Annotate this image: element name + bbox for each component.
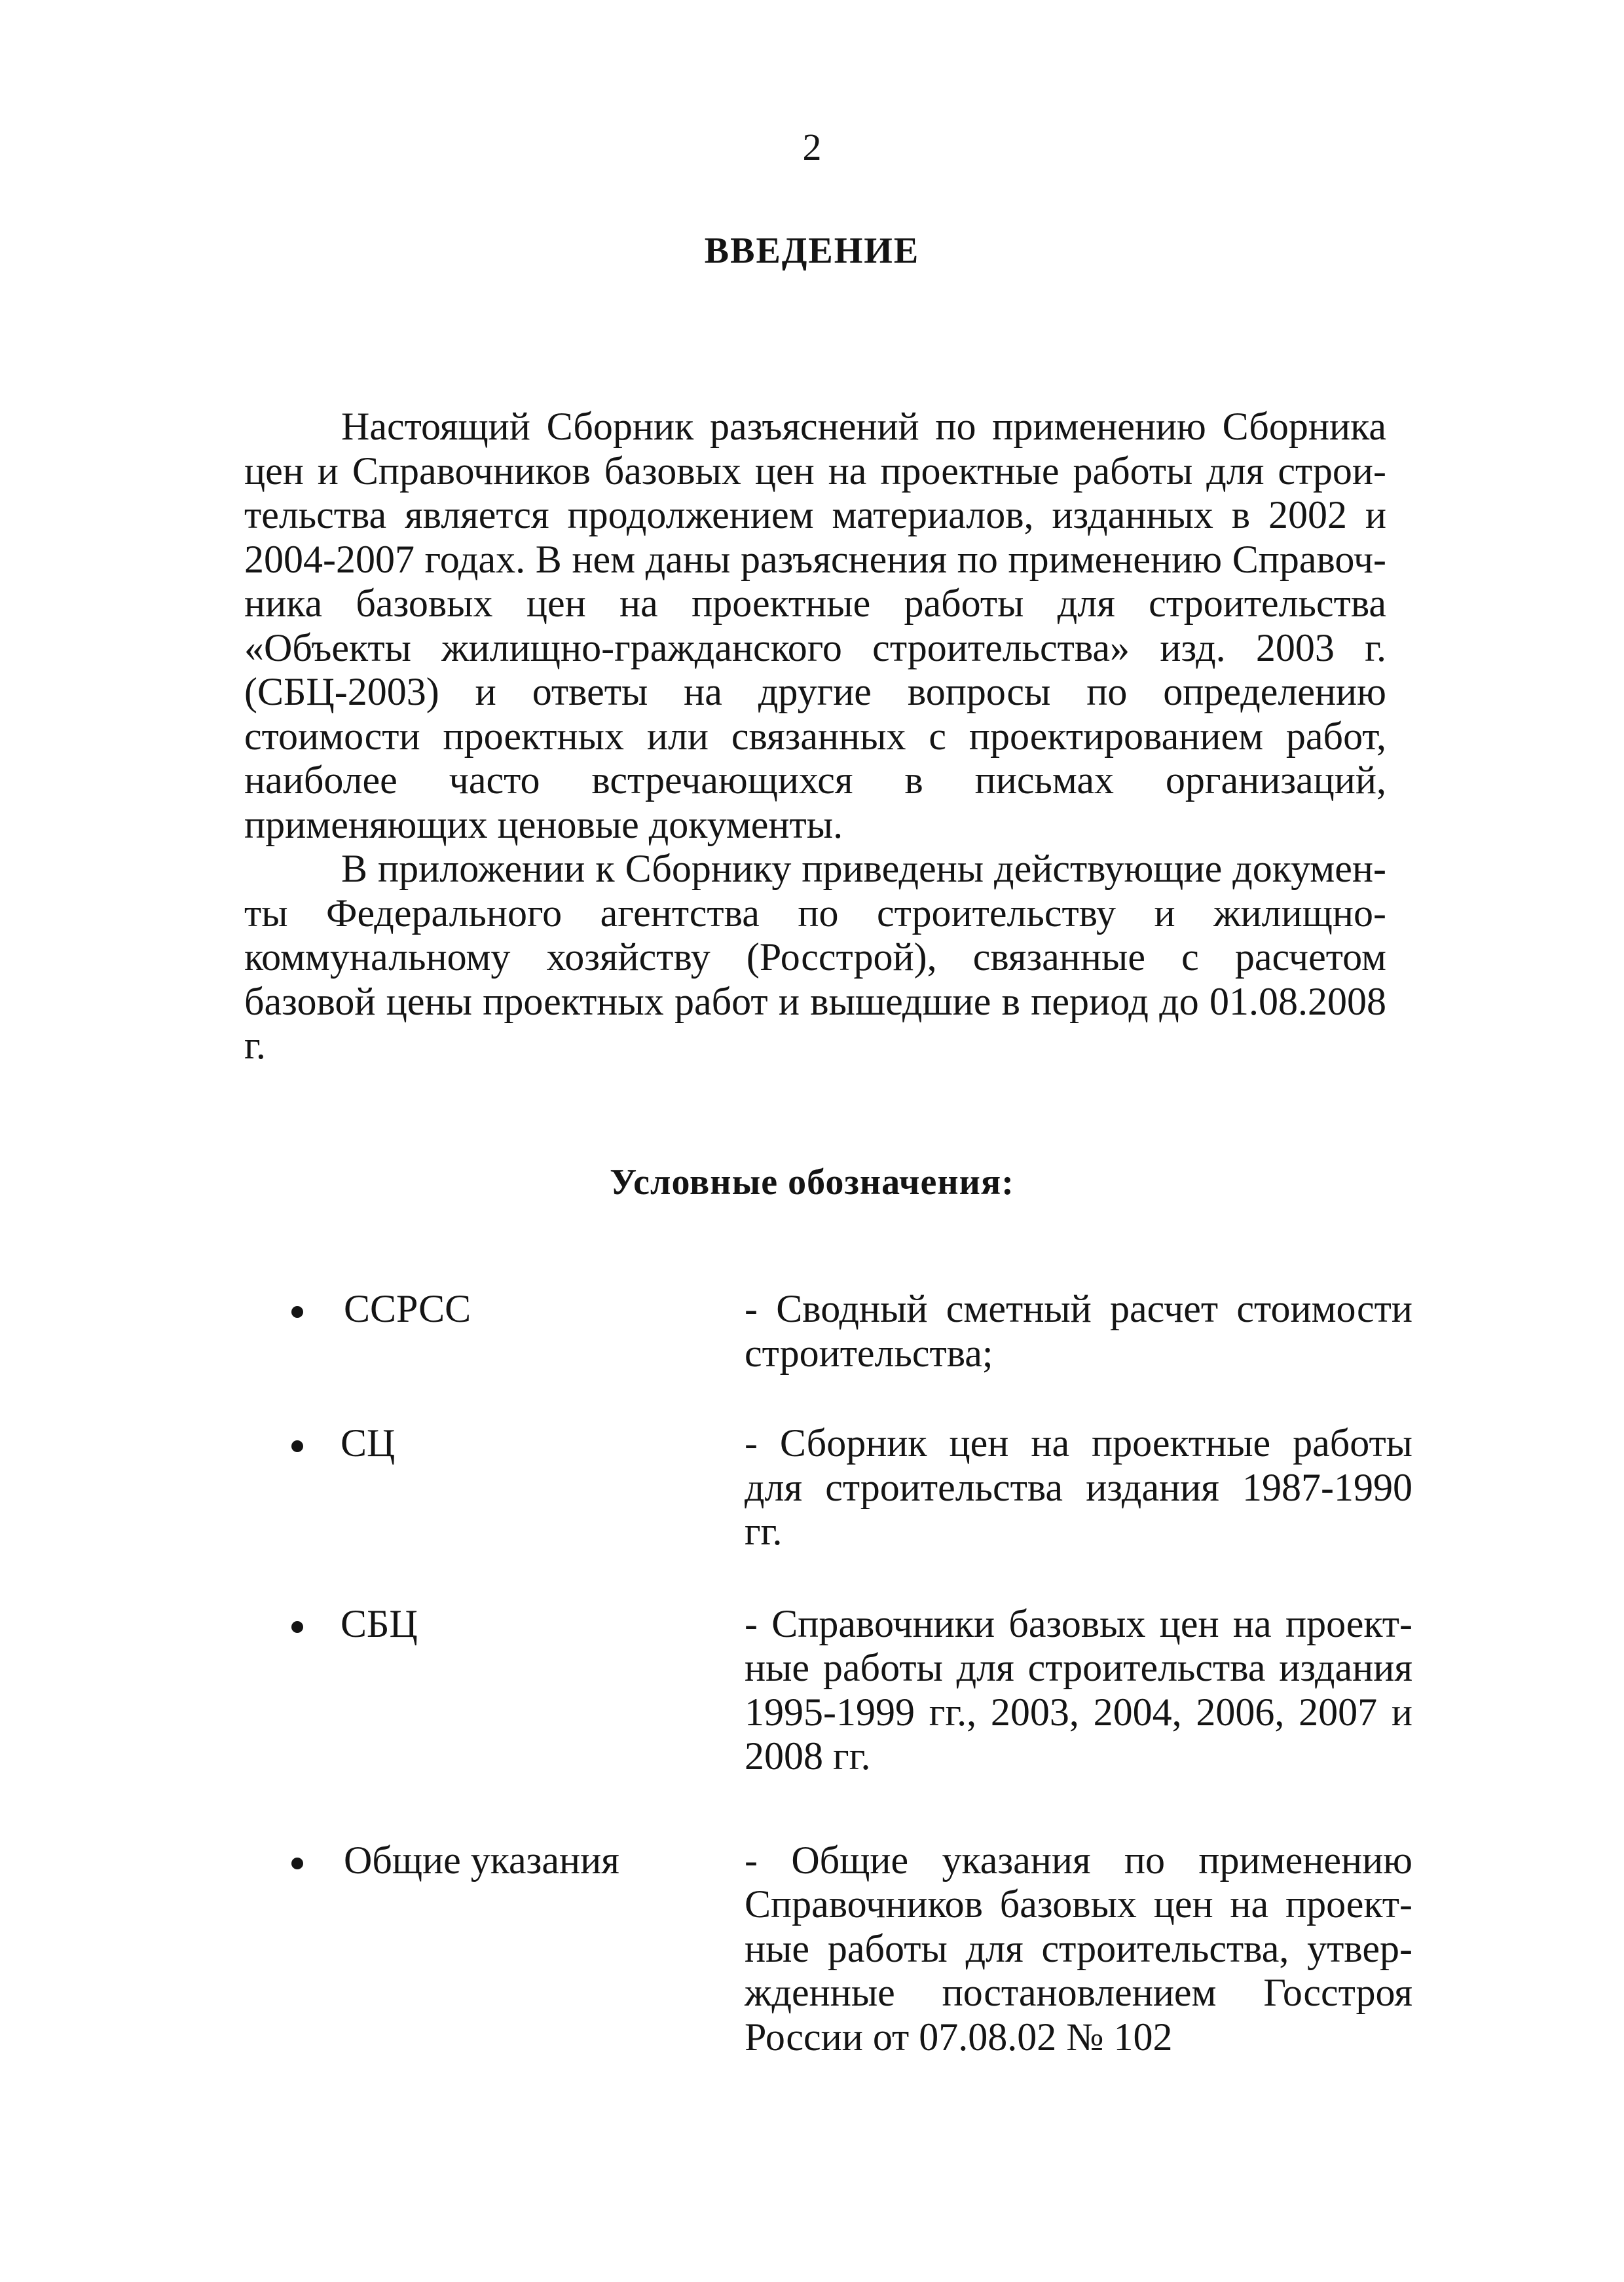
legend-list xyxy=(0,1287,1624,2059)
intro-paragraph-1: Настоящий Сборник разъяснений по применению Сборника цен и Справочников базовых цен на проектные работы для строительства является продолжением материалов, изданных в 2002 и 2004-2007 годах. В нем даны разъяснения по применению Справочника базовых цен на проектные работы для строительства «Объекты жилищно-гражданского строительства» изд. 2003 г. (СБЦ-2003) и ответы на другие вопросы по определению стоимости проектных или связанных с проектированием работ, наиболее часто встречающихся в письмах организаций, применяющих ценовые документы. xyxy=(244,405,1386,846)
bullet-icon xyxy=(291,1858,303,1869)
legend-definition: - Сборник цен на проектные работы для строительства издания 1987-1990 гг. xyxy=(745,1421,1412,1553)
legend-term: ССРСС xyxy=(344,1287,471,1330)
legend-term: СЦ xyxy=(341,1421,396,1465)
legend-definition: - Сводный сметный расчет стоимости строительства; xyxy=(745,1287,1412,1375)
legend-item xyxy=(0,1287,1624,1375)
page-number: 2 xyxy=(802,126,822,168)
page-title: ВВЕДЕНИЕ xyxy=(704,231,920,271)
bullet-icon xyxy=(291,1440,303,1452)
legend-term: СБЦ xyxy=(341,1601,418,1645)
legend-item xyxy=(0,1839,1624,2060)
legend-term: Общие указания xyxy=(344,1838,619,1882)
bullet-icon xyxy=(291,1621,303,1633)
legend-definition: - Общие указания по применению Справочников базовых цен на проектные работы для строительства, утвержденные постановлением Госстроя России от 07.08.02 № 102 xyxy=(745,1838,1412,2059)
legend-heading: Условные обозначения: xyxy=(610,1162,1014,1203)
legend-item xyxy=(0,1602,1624,1779)
legend-definition: - Справочники базовых цен на проектные работы для строительства издания 1995-1999 гг., 2003, 2004, 2006, 2007 и 2008 гг. xyxy=(745,1601,1412,1778)
intro-section xyxy=(244,405,1386,1068)
legend-item xyxy=(0,1421,1624,1554)
intro-paragraph-2: В приложении к Сборнику приведены действующие документы Федерального агентства по строительству и жилищно-коммунальному хозяйству (Росстрой), связанные с расчетом базовой цены проектных работ и вышедшие в период до 01.08.2008 г. xyxy=(244,847,1386,1067)
bullet-icon xyxy=(291,1306,303,1318)
